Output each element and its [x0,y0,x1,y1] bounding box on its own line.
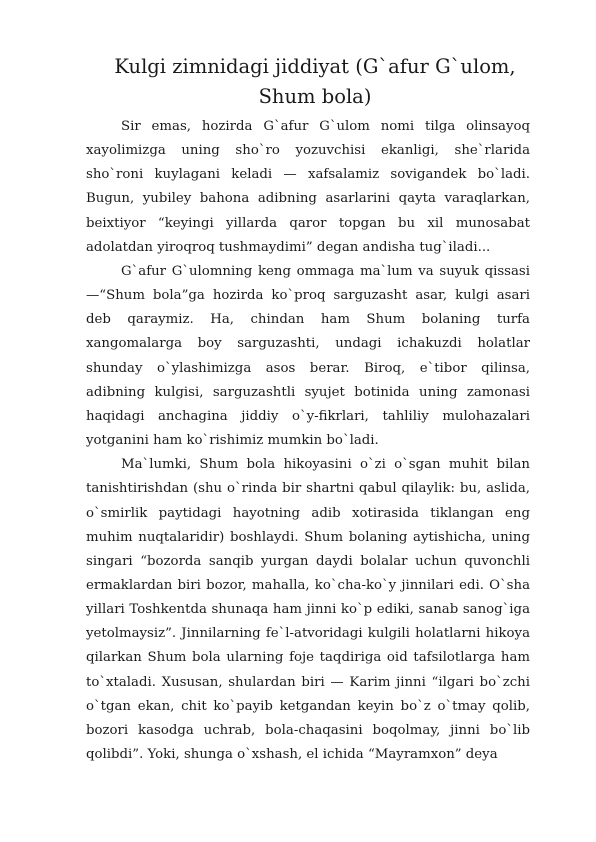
paragraph-3: Ma`lumki, Shum bola hikoyasini o`zi o`sgan muhit bilan tanishtirishdan (shu o`rinda bir shartni qabul qilaylik: bu, aslida, o`smirlik paytidagi hayotning adib xotirasida tiklangan eng muhim nuqtalaridir) boshlaydi. Shum bolaning aytishicha, uning singari “bozorda sanqib yurgan daydi bolalar uchun quvonchli ermaklardan biri bozor, mahalla, ko`cha-ko`y jinnilari edi. O`sha yillari Toshkentda shunaqa ham jinni ko`p ediki, sanab sanog`iga yetolmaysiz”. Jinnilarning fe`l-atvoridagi kulgili holatlarni hikoya qilarkan Shum bola ularning foje taqdiriga oid tafsilotlarga ham to`xtaladi. Xususan, shulardan biri — Karim jinni “ilgari bo`zchi o`tgan ekan, chit ko`payib ketgandan keyin bo`z o`tmay qolib, bozori kasodga uchrab, bola-chaqasini boqolmay, jinni bo`lib qolibdi”. Yoki, shunga o`xshash, el ichida “Mayramxon” deya [86,457,530,763]
paragraph-1: Sir emas, hozirda G`afur G`ulom nomi tilga olinsayoq xayolimizga uning sho`ro yozuvchisi ekanligi, she`rlarida sho`roni kuylagani keladi — xafsalamiz sovigandek bo`ladi. Bugun, yubiley bahona adibning asarlarini qayta varaqlarkan, beixtiyor “keyingi yillarda qaror topgan bu xil munosabat adolatdan yiroqroq tushmaydimi” degan andisha tug`iladi... [86,119,530,255]
paragraph-2: G`afur G`ulomning keng ommaga ma`lum va suyuk qissasi —“Shum bola”ga hozirda ko`proq sarguzasht asar, kulgi asari deb qaraymiz. Ha, chindan ham Shum bolaning turfa xangomalarga boy sarguzashti, undagi ichakuzdi holatlar shunday o`ylashimizga asos berar. Biroq, e`tibor qilinsa, adibning kulgisi, sarguzashtli syujet botinida uning zamonasi haqidagi anchagina jiddiy o`y-fikrlari, tahliliy mulohazalari yotganini ham ko`rishimiz mumkin bo`ladi. [86,263,530,449]
document-page [86,52,530,767]
document-title: Kulgi zimnidagi jiddiyat (G`afur G`ulom, Shum bola) [114,55,516,108]
